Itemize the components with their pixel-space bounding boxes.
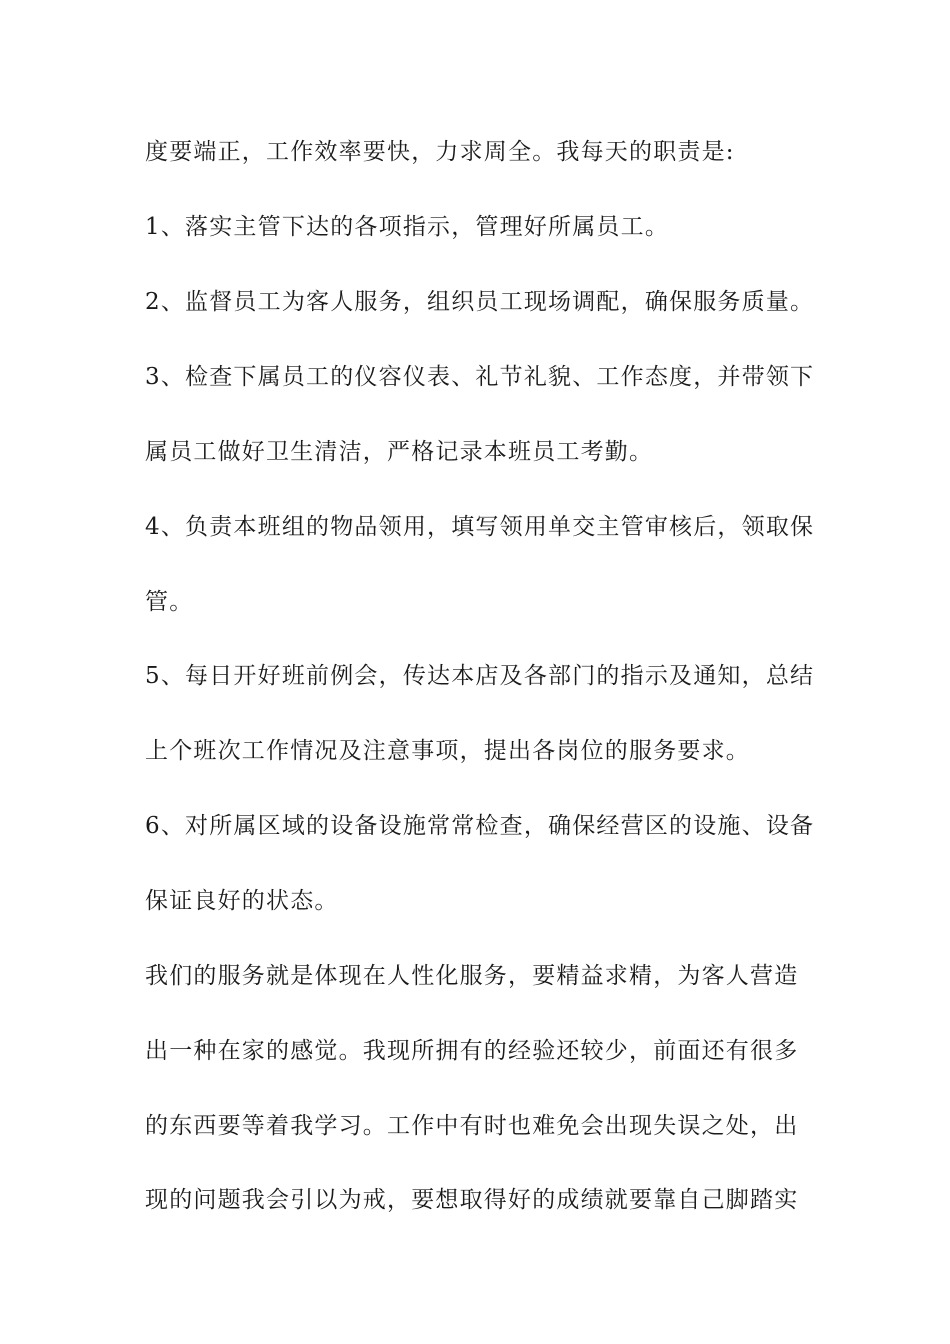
list-item-3-continued: 属员工做好卫生清洁，严格记录本班员工考勤。 <box>145 439 654 465</box>
paragraph-line: 度要端正，工作效率要快，力求周全。我每天的职责是: <box>145 139 735 165</box>
paragraph-line: 的东西要等着我学习。工作中有时也难免会出现失误之处，出 <box>145 1113 799 1139</box>
paragraph-line: 我们的服务就是体现在人性化服务，要精益求精，为客人营造 <box>145 963 799 989</box>
paragraph-line: 出一种在家的感觉。我现所拥有的经验还较少，前面还有很多 <box>145 1038 799 1064</box>
list-item-6: 6、对所属区域的设备设施常常检查，确保经营区的设施、设备 <box>145 813 815 839</box>
paragraph-line: 现的问题我会引以为戒，要想取得好的成绩就要靠自己脚踏实 <box>145 1187 799 1213</box>
list-item-6-continued: 保证良好的状态。 <box>145 888 339 914</box>
list-item-5: 5、每日开好班前例会，传达本店及各部门的指示及通知，总结 <box>145 663 815 689</box>
list-item-4-continued: 管。 <box>145 589 194 615</box>
list-item-4: 4、负责本班组的物品领用，填写领用单交主管审核后，领取保 <box>145 514 815 540</box>
list-item-1: 1、落实主管下达的各项指示，管理好所属员工。 <box>145 214 670 240</box>
list-item-3: 3、检查下属员工的仪容仪表、礼节礼貌、工作态度，并带领下 <box>145 364 815 390</box>
list-item-5-continued: 上个班次工作情况及注意事项，提出各岗位的服务要求。 <box>145 738 750 764</box>
list-item-2: 2、监督员工为客人服务，组织员工现场调配，确保服务质量。 <box>145 289 815 315</box>
